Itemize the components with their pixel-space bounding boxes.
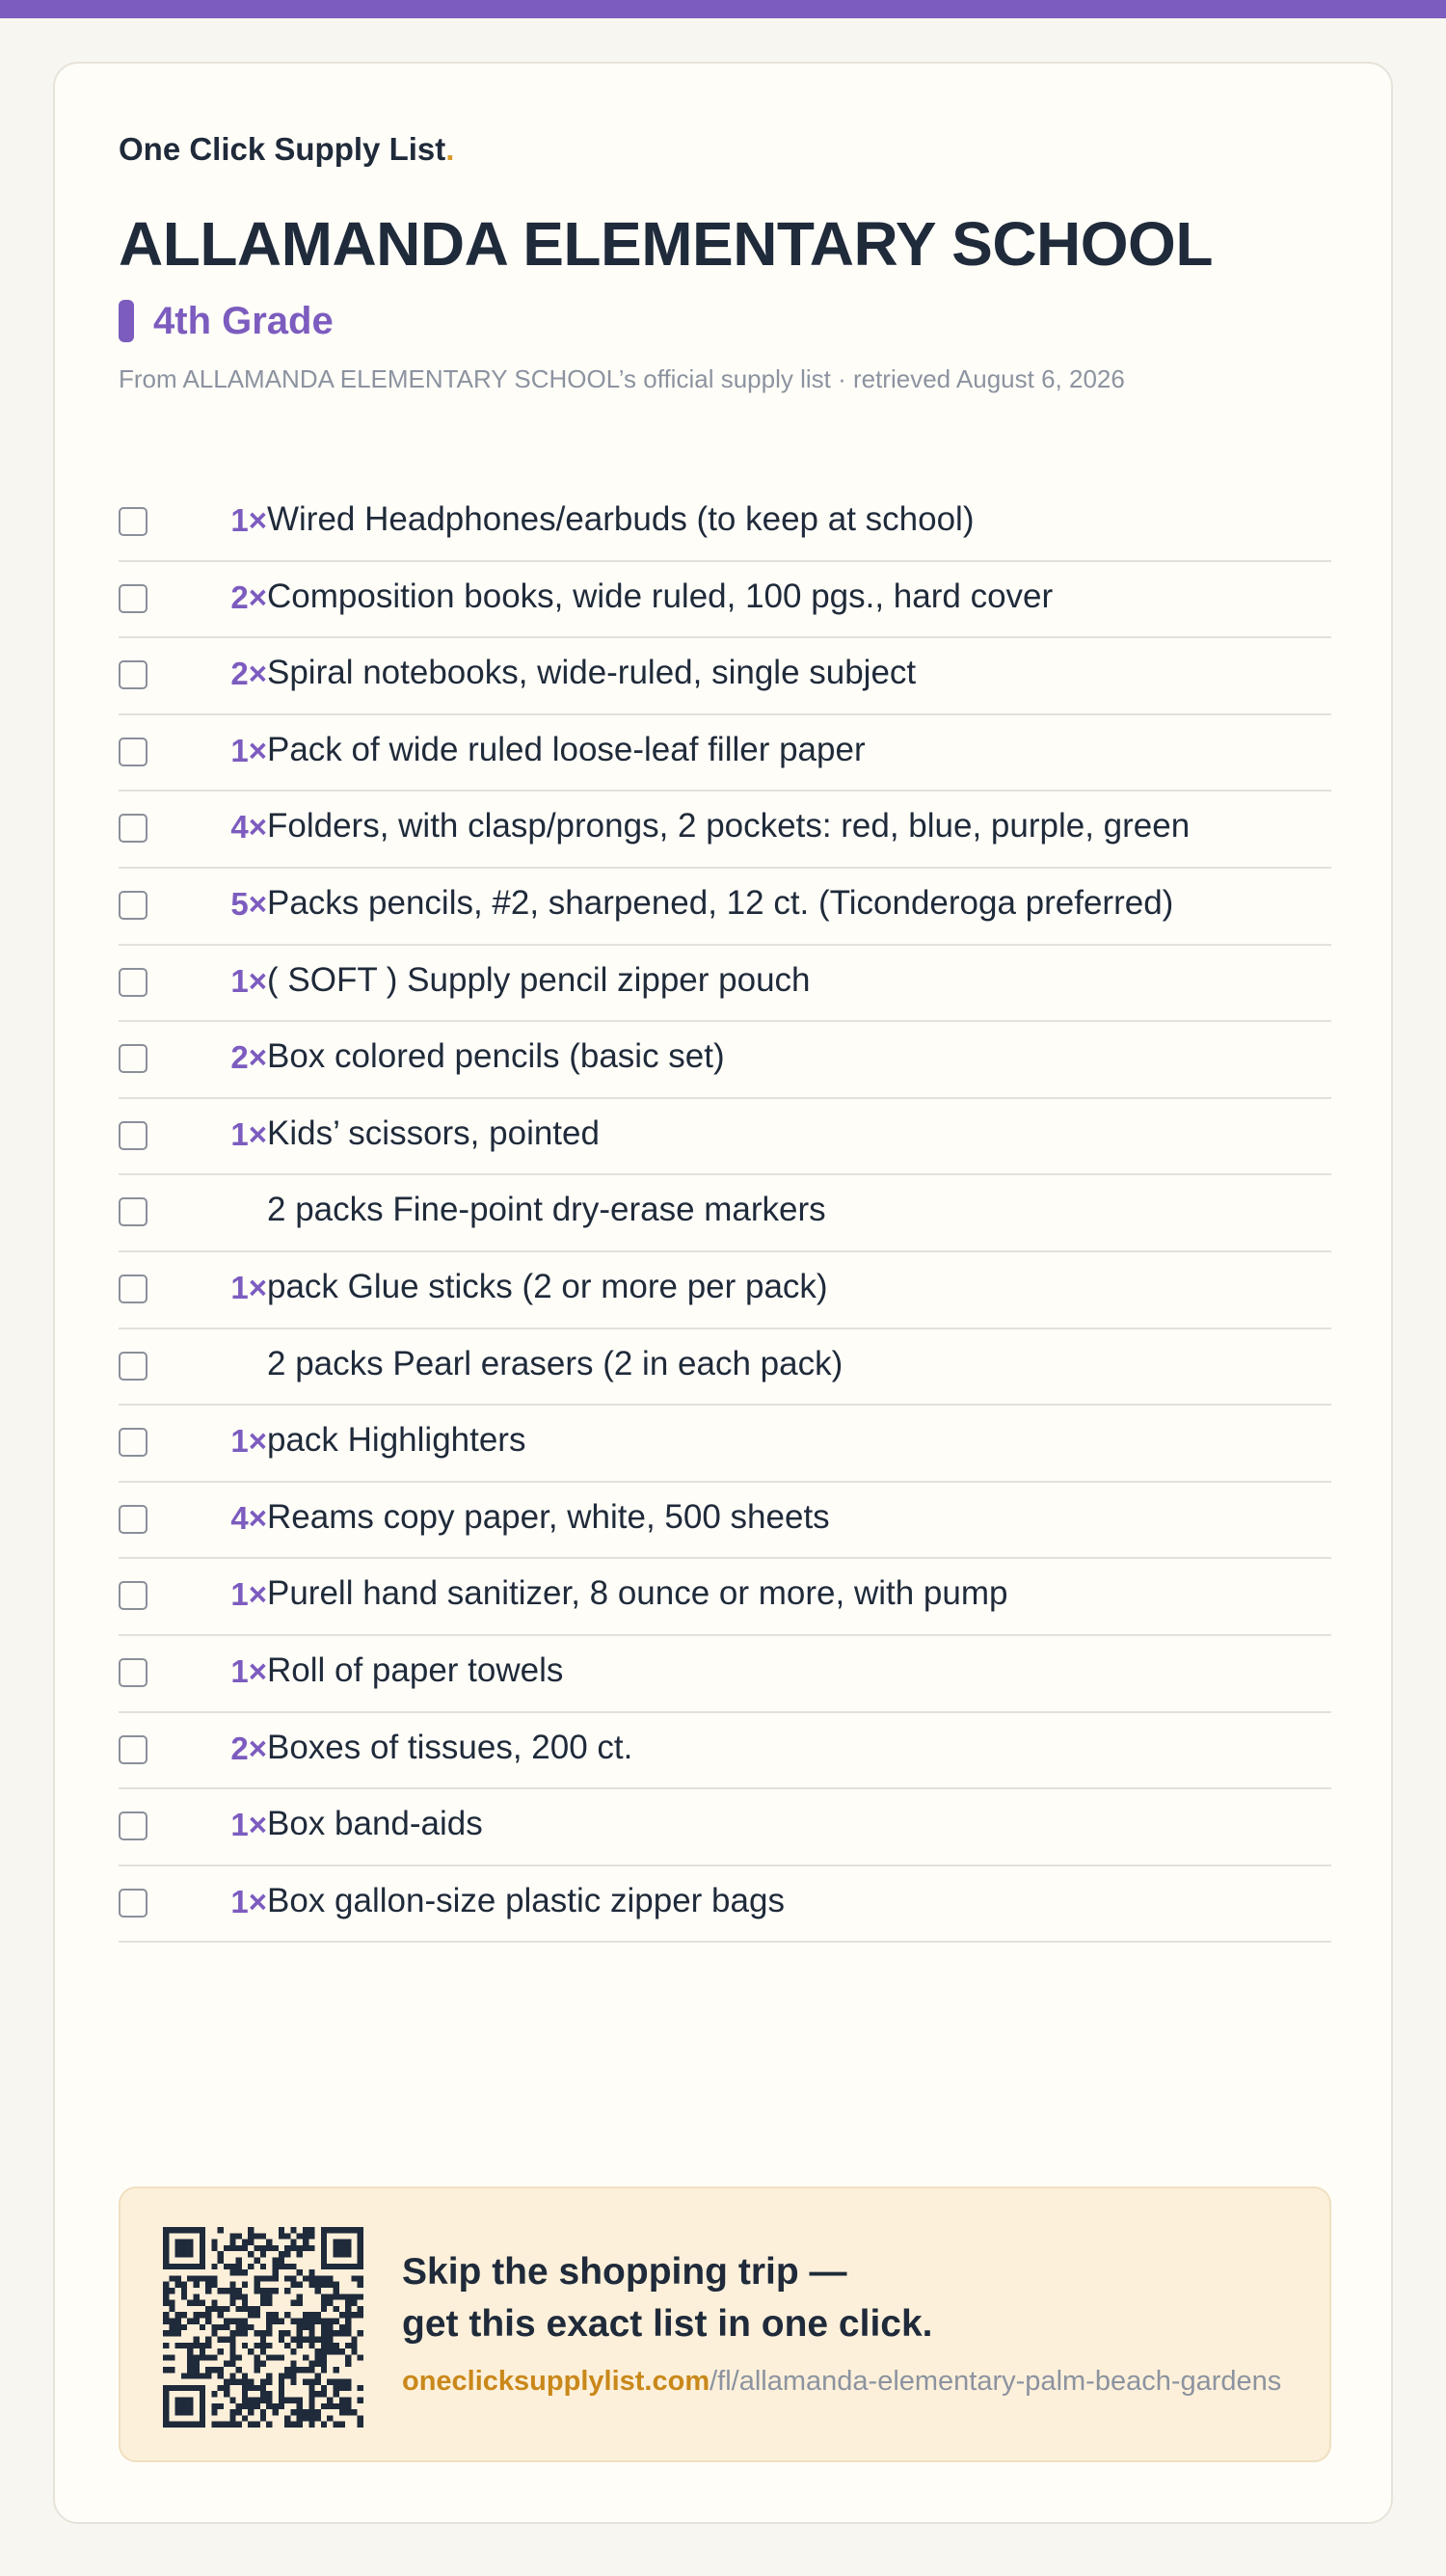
list-item — [119, 1713, 1331, 1790]
grade-label: 4th Grade — [153, 299, 334, 342]
item-text: Box colored pencils (basic set) — [267, 1037, 725, 1076]
item-text: Purell hand sanitizer, 8 ounce or more, with pump — [267, 1574, 1008, 1613]
top-accent-bar — [0, 0, 1446, 18]
grade-accent-bar — [119, 300, 134, 342]
list-item — [119, 792, 1331, 869]
item-quantity: 1× — [230, 1807, 267, 1843]
grade-heading — [119, 299, 334, 343]
list-item — [119, 1789, 1331, 1866]
item-checkbox[interactable] — [119, 1811, 147, 1840]
item-checkbox[interactable] — [119, 968, 147, 997]
brand-name: One Click Supply List — [119, 131, 446, 167]
item-quantity: 1× — [230, 1576, 267, 1613]
list-item — [119, 946, 1331, 1023]
item-text: 2 packs Pearl erasers (2 in each pack) — [267, 1344, 844, 1382]
item-quantity: 1× — [230, 1269, 267, 1305]
item-quantity: 5× — [230, 885, 267, 922]
item-checkbox[interactable] — [119, 1658, 147, 1687]
item-checkbox[interactable] — [119, 1581, 147, 1610]
item-checkbox[interactable] — [119, 1505, 147, 1534]
item-checkbox[interactable] — [119, 1735, 147, 1764]
promo-link-path[interactable]: /fl/allamanda-elementary-palm-beach-gardens — [710, 2366, 1282, 2397]
list-item — [119, 1099, 1331, 1176]
promo-line-2: get this exact list in one click. — [402, 2303, 933, 2345]
item-checkbox[interactable] — [119, 738, 147, 766]
item-text: 2 packs Fine-point dry-erase markers — [267, 1191, 826, 1229]
item-checkbox[interactable] — [119, 1197, 147, 1226]
item-quantity: 2× — [230, 578, 267, 615]
item-checkbox[interactable] — [119, 660, 147, 689]
item-checkbox[interactable] — [119, 1121, 147, 1150]
item-quantity: 4× — [230, 809, 267, 845]
item-checkbox[interactable] — [119, 814, 147, 843]
item-checkbox[interactable] — [119, 1428, 147, 1457]
item-checkbox[interactable] — [119, 1889, 147, 1918]
list-item — [119, 1175, 1331, 1252]
item-checkbox[interactable] — [119, 1275, 147, 1303]
item-checkbox[interactable] — [119, 1352, 147, 1381]
item-text: Boxes of tissues, 200 ct. — [267, 1728, 633, 1766]
promo-link[interactable] — [402, 2366, 1281, 2398]
item-quantity: 1× — [230, 1652, 267, 1689]
item-text: Spiral notebooks, wide-ruled, single subject — [267, 654, 917, 692]
list-item — [119, 485, 1331, 562]
item-text: Kids’ scissors, pointed — [267, 1114, 600, 1152]
item-quantity: 1× — [230, 1423, 267, 1460]
list-item — [119, 638, 1331, 715]
item-checkbox[interactable] — [119, 891, 147, 920]
item-text: Reams copy paper, white, 500 sheets — [267, 1497, 830, 1536]
item-quantity: 1× — [230, 1883, 267, 1919]
list-item — [119, 1022, 1331, 1099]
item-quantity: 1× — [230, 502, 267, 538]
supply-list-card — [53, 62, 1393, 2524]
item-checkbox[interactable] — [119, 1044, 147, 1073]
item-text: pack Glue sticks (2 or more per pack) — [267, 1267, 828, 1305]
item-quantity: 2× — [230, 1730, 267, 1766]
brand-logo — [119, 131, 454, 168]
item-checkbox[interactable] — [119, 584, 147, 613]
brand-dot: . — [445, 131, 455, 167]
list-item — [119, 1406, 1331, 1483]
item-quantity: 1× — [230, 962, 267, 999]
source-note: From ALLAMANDA ELEMENTARY SCHOOL’s official supply list · retrieved August 6, 2026 — [119, 364, 1125, 393]
list-item — [119, 562, 1331, 639]
item-text: pack Highlighters — [267, 1421, 526, 1460]
promo-headline — [402, 2246, 933, 2350]
item-text: Composition books, wide ruled, 100 pgs., hard cover — [267, 577, 1054, 615]
item-text: Box gallon-size plastic zipper bags — [267, 1881, 785, 1919]
item-text: Packs pencils, #2, sharpened, 12 ct. (Ticonderoga preferred) — [267, 883, 1174, 922]
item-quantity: 2× — [230, 1039, 267, 1076]
list-item — [119, 1252, 1331, 1329]
qr-code-icon[interactable] — [163, 2227, 363, 2428]
item-quantity: 2× — [230, 656, 267, 692]
list-item — [119, 1329, 1331, 1407]
item-text: ( SOFT ) Supply pencil zipper pouch — [267, 960, 811, 999]
item-quantity: 4× — [230, 1499, 267, 1536]
promo-link-domain[interactable]: oneclicksupplylist.com — [402, 2366, 710, 2397]
list-item — [119, 1559, 1331, 1636]
promo-box — [119, 2187, 1331, 2462]
item-text: Wired Headphones/earbuds (to keep at school) — [267, 500, 975, 538]
list-item — [119, 869, 1331, 946]
list-item — [119, 1483, 1331, 1560]
item-text: Pack of wide ruled loose-leaf filler paper — [267, 730, 866, 768]
list-item — [119, 1866, 1331, 1944]
item-text: Box band-aids — [267, 1805, 483, 1843]
item-text: Folders, with clasp/prongs, 2 pockets: red, blue, purple, green — [267, 807, 1191, 845]
item-quantity: 1× — [230, 1115, 267, 1152]
supply-list — [119, 485, 1331, 1943]
list-item — [119, 715, 1331, 792]
item-quantity: 1× — [230, 732, 267, 768]
promo-line-1: Skip the shopping trip — — [402, 2251, 847, 2293]
item-text: Roll of paper towels — [267, 1650, 564, 1689]
list-item — [119, 1636, 1331, 1713]
school-name: ALLAMANDA ELEMENTARY SCHOOL — [119, 209, 1213, 279]
item-checkbox[interactable] — [119, 507, 147, 536]
